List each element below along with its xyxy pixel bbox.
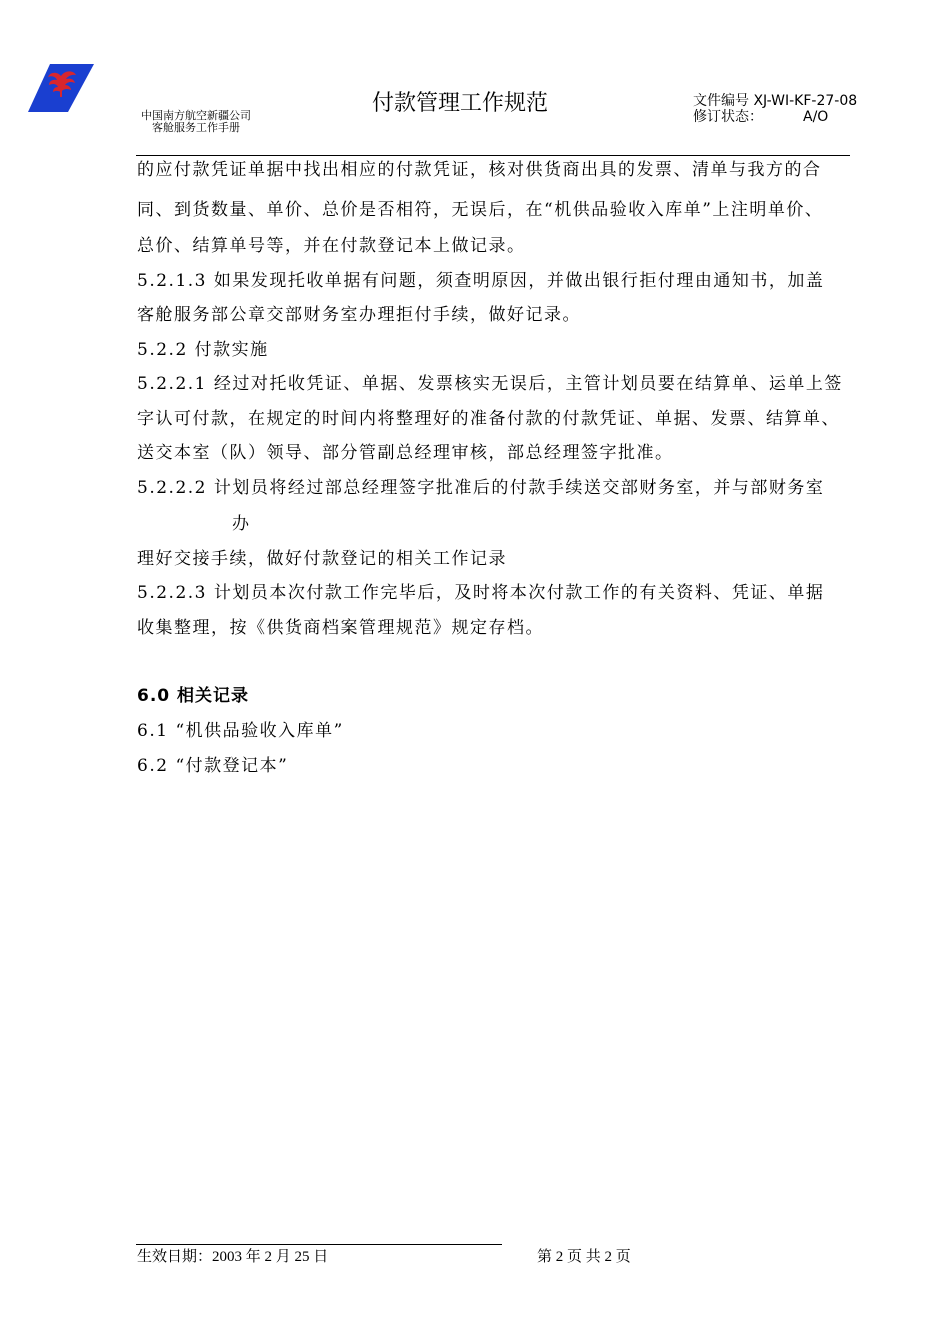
body-line-orphan: 办 [232,514,251,534]
body-line: 送交本室（队）领导、部分管副总经理审核，部总经理签字批准。 [137,443,674,463]
company-logo [28,64,96,112]
body-line: 5.2.1.3 如果发现托收单据有问题，须查明原因，并做出银行拒付理由通知书，加盖 [137,271,825,291]
manual-name: 客舱服务工作手册 [152,121,240,134]
body-line: 总价、结算单号等，并在付款登记本上做记录。 [137,236,526,256]
body-line: 同、到货数量、单价、总价是否相符，无误后，在“机供品验收入库单”上注明单价、 [137,200,824,220]
body-line: 字认可付款，在规定的时间内将整理好的准备付款的付款凭证、单据、发票、结算单、 [137,409,840,429]
body-line: 理好交接手续，做好付款登记的相关工作记录 [137,549,507,569]
body-line: 5.2.2.3 计划员本次付款工作完毕后，及时将本次付款工作的有关资料、凭证、单据 [137,583,825,603]
record-item: 6.1 “机供品验收入库单” [137,721,344,741]
body-line: 5.2.2.2 计划员将经过部总经理签字批准后的付款手续送交部财务室，并与部财务室 [137,478,825,498]
body-line: 的应付款凭证单据中找出相应的付款凭证，核对供货商出具的发票、清单与我方的合 [137,160,822,180]
section-heading-5-2-2: 5.2.2 付款实施 [137,340,269,360]
revision-status [693,106,828,126]
body-line: 5.2.2.1 经过对托收凭证、单据、发票核实无误后，主管计划员要在结算单、运单上签 [137,374,843,394]
page-number: 第 2 页 共 2 页 [537,1249,631,1265]
body-line: 收集整理，按《供货商档案管理规范》规定存档。 [137,618,544,638]
section-heading-related-records: 6.0 相关记录 [137,686,250,706]
document-number: 文件编号 XJ-WI-KF-27-08 [693,93,858,109]
page-title: 付款管理工作规范 [372,91,549,116]
revision-value: A/O [803,109,829,125]
record-item: 6.2 “付款登记本” [137,756,289,776]
revision-label: 修订状态： [693,109,763,125]
body-line: 客舱服务部公章交部财务室办理拒付手续，做好记录。 [137,305,581,325]
airline-tail-logo-icon [28,64,96,112]
company-name: 中国南方航空新疆公司 [141,109,251,122]
effective-date: 生效日期：2003 年 2 月 25 日 [137,1249,329,1265]
